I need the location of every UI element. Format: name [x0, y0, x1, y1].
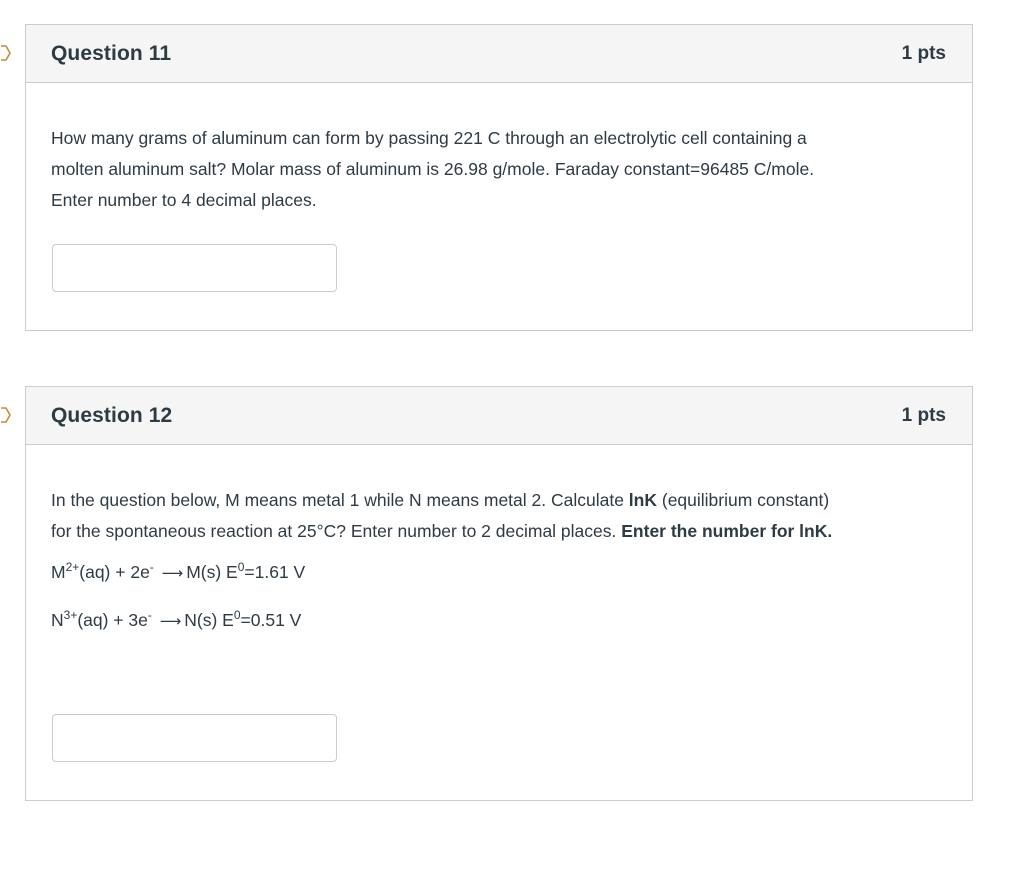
question-11-answer-input[interactable] [52, 244, 337, 292]
question-11-line-1: How many grams of aluminum can form by passing 221 C through an electrolytic cell containing a [51, 128, 807, 148]
question-12-header [26, 387, 972, 445]
question-12-lnk-bold: lnK [628, 490, 657, 510]
question-12-points: 1 pts [901, 404, 946, 426]
question-12-line-1-rest: (equilibrium constant) [657, 490, 830, 510]
eq2-charge: 3+ [63, 608, 78, 622]
question-12-title: Question 12 [51, 403, 173, 427]
question-11-text [51, 123, 947, 216]
question-12-line-1: In the question below, M means metal 1 while N means metal 2. Calculate [51, 490, 629, 510]
question-12-answer-input[interactable] [52, 714, 337, 762]
question-12-text [51, 485, 947, 547]
question-11-body [26, 83, 972, 216]
eq1-left: (aq) + 2e [79, 562, 150, 582]
reaction-arrow-icon: ⟶ [159, 613, 182, 630]
question-11-line-2: molten aluminum salt? Molar mass of aluminum is 26.98 g/mole. Faraday constant=96485 C/mole. [51, 159, 815, 179]
question-12-instruction-bold: Enter the number for lnK. [621, 521, 833, 541]
question-11-points: 1 pts [901, 42, 946, 64]
eq2-electron-charge: - [147, 608, 152, 622]
question-11-line-3: Enter number to 4 decimal places. [51, 190, 317, 210]
question-11-title: Question 11 [51, 41, 172, 65]
eq1-charge: 2+ [65, 560, 80, 574]
eq1-electron-charge: - [149, 560, 154, 574]
eq2-e-sup: 0 [233, 608, 241, 622]
eq2-left: (aq) + 3e [77, 610, 148, 630]
question-12-line-2: for the spontaneous reaction at 25°C? Enter number to 2 decimal places. [51, 521, 622, 541]
eq1-ion: M [51, 562, 66, 582]
eq1-value: =1.61 V [244, 562, 306, 582]
question-12-card [25, 386, 973, 801]
question-11-header [26, 25, 972, 83]
question-11-card [25, 24, 973, 331]
eq2-ion: N [51, 610, 64, 630]
reaction-arrow-icon: ⟶ [161, 565, 184, 582]
eq2-product: N(s) E [184, 610, 234, 630]
question-12-body [26, 445, 972, 633]
eq2-value: =0.51 V [240, 610, 302, 630]
question-12-flag-icon[interactable] [0, 407, 12, 423]
eq1-e-sup: 0 [237, 560, 245, 574]
half-reaction-m [51, 561, 947, 585]
half-reaction-n [51, 609, 947, 633]
question-11-flag-icon[interactable] [0, 45, 12, 61]
eq1-product: M(s) E [186, 562, 238, 582]
